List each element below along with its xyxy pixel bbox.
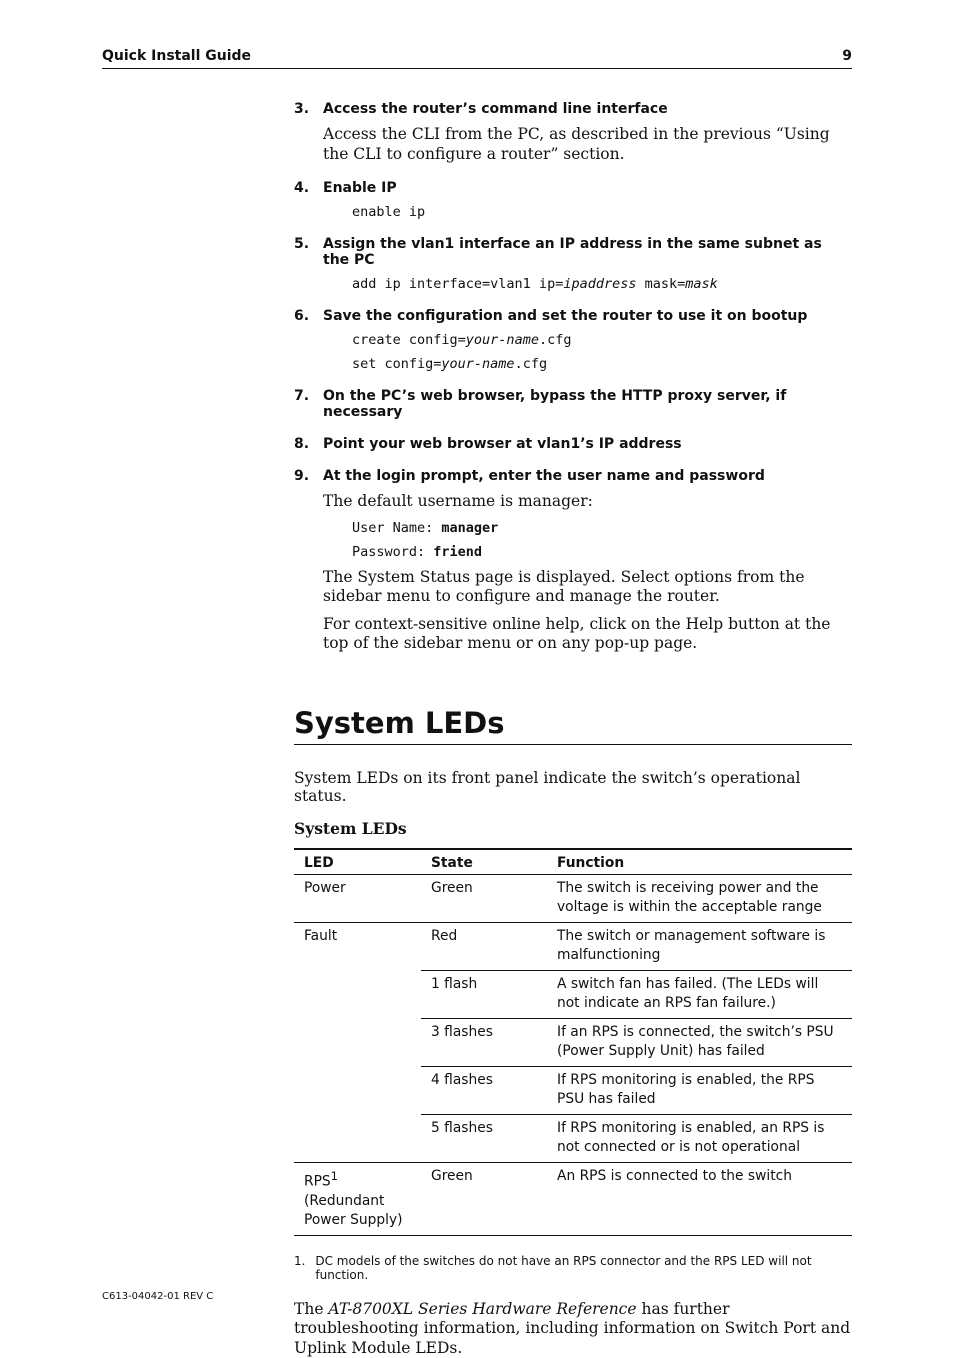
page-header xyxy=(102,48,852,69)
closing-text: The xyxy=(294,1299,329,1318)
step-title: On the PC’s web browser, bypass the HTTP proxy server, if necessary xyxy=(323,388,787,420)
column-header: Function xyxy=(547,849,852,875)
step-6-heading xyxy=(294,308,852,324)
step-number: 8. xyxy=(294,436,310,452)
command-variable: mask xyxy=(685,276,718,292)
led-cell xyxy=(294,1066,421,1114)
state-cell: 4 flashes xyxy=(421,1066,547,1114)
state-cell: 1 flash xyxy=(421,970,547,1018)
state-cell: Red xyxy=(421,922,547,970)
system-status-text: The System Status page is displayed. Select options from the sidebar menu to configure and manage the router. xyxy=(323,567,805,605)
function-cell: A switch fan has failed. (The LEDs will not indicate an RPS fan failure.) xyxy=(547,970,852,1018)
command-text: add ip interface=vlan1 ip= xyxy=(352,276,564,292)
command-create-config xyxy=(352,332,852,348)
column-header: LED xyxy=(294,849,421,875)
header-title: Quick Install Guide xyxy=(102,48,252,64)
command-enable-ip: enable ip xyxy=(352,204,426,220)
function-cell: The switch or management software is malfunctioning xyxy=(547,922,852,970)
closing-text: has further troubleshooting information, including information on Switch Port and Uplink Module LEDs. xyxy=(294,1299,851,1357)
command-variable: your-name xyxy=(441,356,515,372)
step-5-heading xyxy=(294,236,852,268)
document-id: C613-04042-01 REV C xyxy=(102,1291,214,1302)
command-text: mask= xyxy=(636,276,686,292)
table-row xyxy=(294,970,852,1018)
function-cell: If RPS monitoring is enabled, an RPS is not connected or is not operational xyxy=(547,1114,852,1162)
command-variable: your-name xyxy=(465,332,539,348)
password-value: friend xyxy=(433,543,483,560)
page-number: 9 xyxy=(842,48,852,64)
step-number: 4. xyxy=(294,180,310,196)
step-number: 7. xyxy=(294,388,310,404)
step-8-heading xyxy=(294,436,852,452)
step-title: At the login prompt, enter the user name and password xyxy=(323,468,765,484)
function-cell: The switch is receiving power and the voltage is within the acceptable range xyxy=(547,874,852,922)
system-leds-table xyxy=(294,848,852,1236)
reference-title: AT-8700XL Series Hardware Reference xyxy=(328,1299,637,1318)
step-title: Assign the vlan1 interface an IP address in the same subnet as the PC xyxy=(323,236,822,268)
function-cell: An RPS is connected to the switch xyxy=(557,1167,792,1184)
step-number: 6. xyxy=(294,308,310,324)
username-label: User Name: xyxy=(352,519,442,536)
closing-paragraph xyxy=(294,1300,852,1358)
led-cell xyxy=(294,1018,421,1066)
username-value: manager xyxy=(441,519,499,536)
step-number: 9. xyxy=(294,468,310,484)
step-4-heading xyxy=(294,180,852,196)
function-cell: If RPS monitoring is enabled, the RPS PSU has failed xyxy=(547,1066,852,1114)
step-3-text: Access the CLI from the PC, as described in the previous “Using the CLI to configure a router” section. xyxy=(323,125,830,163)
footnote-number: 1. xyxy=(294,1253,306,1268)
step-9-text: The default username is manager: xyxy=(323,492,593,510)
section-title: System LEDs xyxy=(294,706,852,745)
step-title: Access the router’s command line interface xyxy=(323,101,668,117)
footnote-text: DC models of the switches do not have an RPS connector and the RPS LED will not function. xyxy=(315,1253,812,1282)
led-cell xyxy=(294,970,421,1018)
command-text: set config= xyxy=(352,356,442,372)
main-content xyxy=(294,101,852,1358)
led-cell: Power xyxy=(294,874,421,922)
command-add-ip-interface xyxy=(352,276,852,292)
table-row xyxy=(294,922,852,970)
led-cell xyxy=(294,1162,421,1235)
table-row xyxy=(294,1114,852,1162)
table-footnote xyxy=(294,1254,852,1282)
command-text: create config= xyxy=(352,332,466,348)
command-variable: ipaddress xyxy=(563,276,637,292)
state-cell: Green xyxy=(431,1167,473,1184)
step-9-heading xyxy=(294,468,852,484)
step-3-heading xyxy=(294,101,852,117)
step-title: Enable IP xyxy=(323,180,397,196)
led-cell: Fault xyxy=(304,927,338,944)
command-text: .cfg xyxy=(538,332,572,348)
led-name-detail: (Redundant Power Supply) xyxy=(304,1192,403,1229)
step-number: 3. xyxy=(294,101,310,117)
section-intro: System LEDs on its front panel indicate the switch’s operational status. xyxy=(294,768,801,805)
led-name: RPS xyxy=(304,1173,331,1190)
table-row xyxy=(294,1162,852,1235)
command-text: .cfg xyxy=(514,356,548,372)
help-text: For context-sensitive online help, click on the Help button at the top of the sidebar menu or on any pop-up page. xyxy=(323,614,831,652)
step-title: Point your web browser at vlan1’s IP address xyxy=(323,436,682,452)
login-password xyxy=(352,544,852,560)
login-username xyxy=(352,520,852,536)
step-number: 5. xyxy=(294,236,310,252)
footnote-marker: 1 xyxy=(330,1168,338,1183)
table-row xyxy=(294,1018,852,1066)
column-header: State xyxy=(421,849,547,875)
command-set-config xyxy=(352,356,852,372)
state-cell: 5 flashes xyxy=(421,1114,547,1162)
state-cell: Green xyxy=(421,874,547,922)
password-label: Password: xyxy=(352,543,434,560)
led-cell xyxy=(294,1114,421,1162)
step-title: Save the configuration and set the router to use it on bootup xyxy=(323,308,808,324)
step-7-heading xyxy=(294,388,852,420)
function-cell: If an RPS is connected, the switch’s PSU (Power Supply Unit) has failed xyxy=(547,1018,852,1066)
table-header-row xyxy=(294,849,852,875)
table-row xyxy=(294,874,852,922)
table-row xyxy=(294,1066,852,1114)
state-cell: 3 flashes xyxy=(421,1018,547,1066)
table-title: System LEDs xyxy=(294,818,407,838)
